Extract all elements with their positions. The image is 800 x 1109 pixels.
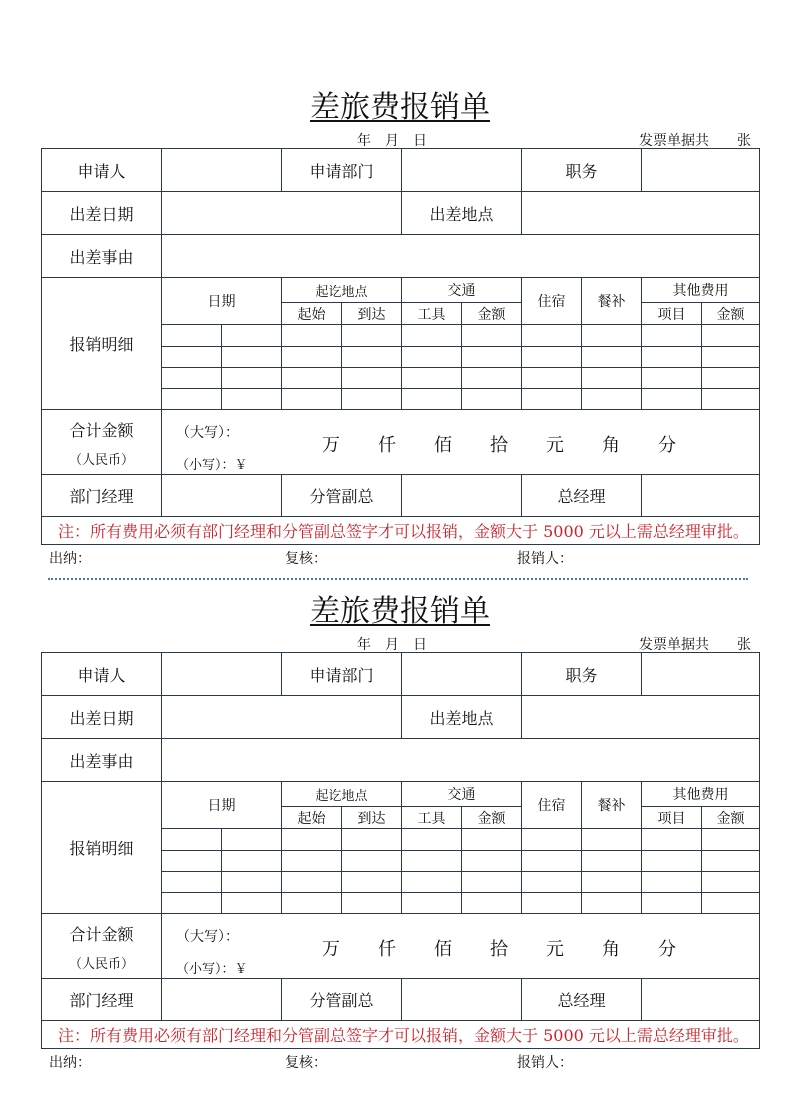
detail-cell[interactable] (642, 893, 702, 914)
detail-label: 报销明细 (42, 278, 162, 410)
dept-manager-label: 部门经理 (42, 475, 162, 517)
approval-note: 注：所有费用必须有部门经理和分管副总签字才可以报销，金额大于 5000 元以上需总经理审批。 (42, 517, 760, 545)
detail-cell[interactable] (642, 325, 702, 347)
cashier-label: 出纳： (49, 551, 91, 567)
col-lodging: 住宿 (522, 278, 582, 325)
trip-date-field[interactable] (162, 192, 402, 235)
detail-cell[interactable] (462, 389, 522, 410)
position-field[interactable] (642, 653, 760, 696)
detail-cell[interactable] (342, 368, 402, 389)
unit-bai: 佰 (434, 939, 452, 960)
detail-cell[interactable] (642, 872, 702, 893)
col-date: 日期 (162, 278, 282, 325)
trip-reason-field[interactable] (162, 235, 760, 278)
detail-label: 报销明细 (42, 782, 162, 914)
dept-field[interactable] (402, 653, 522, 696)
col-date: 日期 (162, 782, 282, 829)
detail-cell[interactable] (162, 872, 222, 893)
detail-cell[interactable] (462, 851, 522, 872)
detail-cell[interactable] (702, 325, 760, 347)
total-label-cell (42, 914, 162, 979)
unit-jiao: 角 (602, 939, 620, 960)
unit-yuan: 元 (546, 435, 564, 456)
detail-cell[interactable] (222, 851, 282, 872)
detail-cell[interactable] (642, 829, 702, 851)
applicant-field[interactable] (162, 149, 282, 192)
date-ymd: 年 月 日 (357, 637, 427, 653)
gm-sign[interactable] (642, 979, 760, 1021)
total-label: 合计金额 (69, 421, 134, 440)
detail-cell[interactable] (282, 829, 342, 851)
position-label: 职务 (522, 653, 642, 696)
trip-place-field[interactable] (522, 192, 760, 235)
reviewer-label: 复核： (285, 1055, 327, 1071)
detail-cell[interactable] (522, 368, 582, 389)
detail-cell[interactable] (462, 347, 522, 368)
claimant-label: 报销人： (517, 1055, 573, 1071)
detail-cell[interactable] (342, 872, 402, 893)
trip-place-label: 出差地点 (402, 192, 522, 235)
trip-date-label: 出差日期 (42, 696, 162, 739)
detail-cell[interactable] (342, 347, 402, 368)
total-amount-field[interactable] (162, 410, 760, 475)
detail-cell[interactable] (702, 872, 760, 893)
detail-cell[interactable] (342, 325, 402, 347)
detail-cell[interactable] (522, 389, 582, 410)
applicant-field[interactable] (162, 653, 282, 696)
detail-cell[interactable] (702, 347, 760, 368)
upper-row (176, 926, 759, 960)
detail-cell[interactable] (282, 893, 342, 914)
detail-cell[interactable] (162, 325, 222, 347)
col-route: 起讫地点 (282, 278, 402, 303)
dept-manager-label: 部门经理 (42, 979, 162, 1021)
unit-qian: 仟 (378, 939, 396, 960)
detail-cell[interactable] (162, 347, 222, 368)
col-lodging: 住宿 (522, 782, 582, 829)
col-amount: 金额 (462, 807, 522, 829)
detail-cell[interactable] (162, 893, 222, 914)
detail-cell[interactable] (462, 368, 522, 389)
detail-cell[interactable] (222, 893, 282, 914)
col-start: 起始 (282, 807, 342, 829)
detail-cell[interactable] (522, 872, 582, 893)
gm-sign[interactable] (642, 475, 760, 517)
detail-cell[interactable] (282, 389, 342, 410)
detail-cell[interactable] (402, 368, 462, 389)
detail-cell[interactable] (402, 851, 462, 872)
detail-cell[interactable] (282, 851, 342, 872)
detail-cell[interactable] (402, 325, 462, 347)
detail-cell[interactable] (702, 368, 760, 389)
detail-cell[interactable] (222, 368, 282, 389)
col-other-amount: 金额 (702, 807, 760, 829)
cashier-label: 出纳： (49, 1055, 91, 1071)
unit-wan: 万 (322, 435, 340, 456)
detail-cell[interactable] (522, 829, 582, 851)
col-other-amount: 金额 (702, 303, 760, 325)
col-item: 项目 (642, 807, 702, 829)
date-line (41, 634, 759, 652)
reimbursement-table (41, 148, 760, 545)
dept-field[interactable] (402, 149, 522, 192)
form-title: 差旅费报销单 (310, 594, 490, 629)
detail-cell[interactable] (582, 389, 642, 410)
trip-reason-label: 出差事由 (42, 235, 162, 278)
detail-cell[interactable] (402, 872, 462, 893)
detail-cell[interactable] (342, 851, 402, 872)
lower-label: （小写）：￥ (176, 458, 248, 473)
currency-label: （人民币） (68, 957, 134, 972)
col-meal: 餐补 (582, 278, 642, 325)
col-arrive: 到达 (342, 807, 402, 829)
unit-shi: 拾 (490, 939, 508, 960)
detail-cell[interactable] (222, 829, 282, 851)
cut-line (48, 578, 748, 580)
claimant-label: 报销人： (517, 551, 573, 567)
detail-cell[interactable] (462, 893, 522, 914)
detail-cell[interactable] (462, 325, 522, 347)
detail-cell[interactable] (702, 389, 760, 410)
reviewer-label: 复核： (285, 551, 327, 567)
trip-date-field[interactable] (162, 696, 402, 739)
detail-cell[interactable] (462, 872, 522, 893)
dept-manager-sign[interactable] (162, 475, 282, 517)
detail-cell[interactable] (162, 829, 222, 851)
unit-shi: 拾 (490, 435, 508, 456)
vp-label: 分管副总 (282, 475, 402, 517)
detail-cell[interactable] (582, 829, 642, 851)
approval-note: 注：所有费用必须有部门经理和分管副总签字才可以报销，金额大于 5000 元以上需总经理审批。 (42, 1021, 760, 1049)
detail-cell[interactable] (582, 872, 642, 893)
unit-bai: 佰 (434, 435, 452, 456)
gm-label: 总经理 (522, 979, 642, 1021)
dept-label: 申请部门 (282, 149, 402, 192)
detail-cell[interactable] (402, 389, 462, 410)
detail-cell[interactable] (462, 829, 522, 851)
col-meal: 餐补 (582, 782, 642, 829)
total-amount-field[interactable] (162, 914, 760, 979)
trip-reason-label: 出差事由 (42, 739, 162, 782)
upper-label: （大写）： (176, 929, 239, 945)
detail-cell[interactable] (702, 829, 760, 851)
detail-cell[interactable] (222, 325, 282, 347)
detail-cell[interactable] (402, 829, 462, 851)
reimbursement-table (41, 652, 760, 1049)
unit-yuan: 元 (546, 939, 564, 960)
position-field[interactable] (642, 149, 760, 192)
trip-place-field[interactable] (522, 696, 760, 739)
total-label: 合计金额 (69, 925, 134, 944)
detail-cell[interactable] (282, 347, 342, 368)
footer-signatures (49, 548, 759, 566)
col-item: 项目 (642, 303, 702, 325)
detail-cell[interactable] (402, 347, 462, 368)
col-arrive: 到达 (342, 303, 402, 325)
col-start: 起始 (282, 303, 342, 325)
trip-place-label: 出差地点 (402, 696, 522, 739)
detail-cell[interactable] (342, 893, 402, 914)
trip-date-label: 出差日期 (42, 192, 162, 235)
invoice-count: 发票单据共 张 (639, 133, 751, 149)
footer-signatures (49, 1052, 759, 1070)
detail-cell[interactable] (282, 325, 342, 347)
detail-cell[interactable] (402, 893, 462, 914)
col-tool: 工具 (402, 303, 462, 325)
vp-sign[interactable] (402, 475, 522, 517)
total-label-cell (42, 410, 162, 475)
applicant-label: 申请人 (42, 653, 162, 696)
detail-cell[interactable] (342, 389, 402, 410)
detail-cell[interactable] (582, 325, 642, 347)
col-transport: 交通 (402, 278, 522, 303)
date-line (41, 130, 759, 148)
detail-cell[interactable] (222, 347, 282, 368)
detail-cell[interactable] (282, 872, 342, 893)
date-ymd: 年 月 日 (357, 133, 427, 149)
detail-cell[interactable] (162, 368, 222, 389)
unit-wan: 万 (322, 939, 340, 960)
dept-label: 申请部门 (282, 653, 402, 696)
trip-reason-field[interactable] (162, 739, 760, 782)
detail-cell[interactable] (522, 851, 582, 872)
detail-cell[interactable] (642, 851, 702, 872)
detail-cell[interactable] (342, 829, 402, 851)
col-amount: 金额 (462, 303, 522, 325)
applicant-label: 申请人 (42, 149, 162, 192)
col-tool: 工具 (402, 807, 462, 829)
detail-cell[interactable] (162, 851, 222, 872)
detail-cell[interactable] (522, 347, 582, 368)
detail-cell[interactable] (702, 851, 760, 872)
form-title: 差旅费报销单 (310, 90, 490, 125)
detail-cell[interactable] (162, 389, 222, 410)
detail-cell[interactable] (642, 347, 702, 368)
dept-manager-sign[interactable] (162, 979, 282, 1021)
col-transport: 交通 (402, 782, 522, 807)
invoice-count: 发票单据共 张 (639, 637, 751, 653)
col-other: 其他费用 (642, 278, 760, 303)
detail-cell[interactable] (702, 893, 760, 914)
detail-cell[interactable] (222, 389, 282, 410)
col-route: 起讫地点 (282, 782, 402, 807)
upper-label: （大写）： (176, 425, 239, 441)
unit-fen: 分 (658, 939, 676, 960)
col-other: 其他费用 (642, 782, 760, 807)
detail-cell[interactable] (282, 368, 342, 389)
detail-cell[interactable] (582, 893, 642, 914)
upper-row (176, 422, 759, 456)
detail-cell[interactable] (522, 893, 582, 914)
currency-label: （人民币） (68, 453, 134, 468)
detail-cell[interactable] (582, 851, 642, 872)
unit-jiao: 角 (602, 435, 620, 456)
detail-cell[interactable] (582, 368, 642, 389)
position-label: 职务 (522, 149, 642, 192)
detail-cell[interactable] (582, 347, 642, 368)
vp-label: 分管副总 (282, 979, 402, 1021)
detail-cell[interactable] (222, 872, 282, 893)
unit-fen: 分 (658, 435, 676, 456)
lower-label: （小写）：￥ (176, 962, 248, 977)
vp-sign[interactable] (402, 979, 522, 1021)
unit-qian: 仟 (378, 435, 396, 456)
detail-cell[interactable] (642, 389, 702, 410)
detail-cell[interactable] (642, 368, 702, 389)
gm-label: 总经理 (522, 475, 642, 517)
detail-cell[interactable] (522, 325, 582, 347)
